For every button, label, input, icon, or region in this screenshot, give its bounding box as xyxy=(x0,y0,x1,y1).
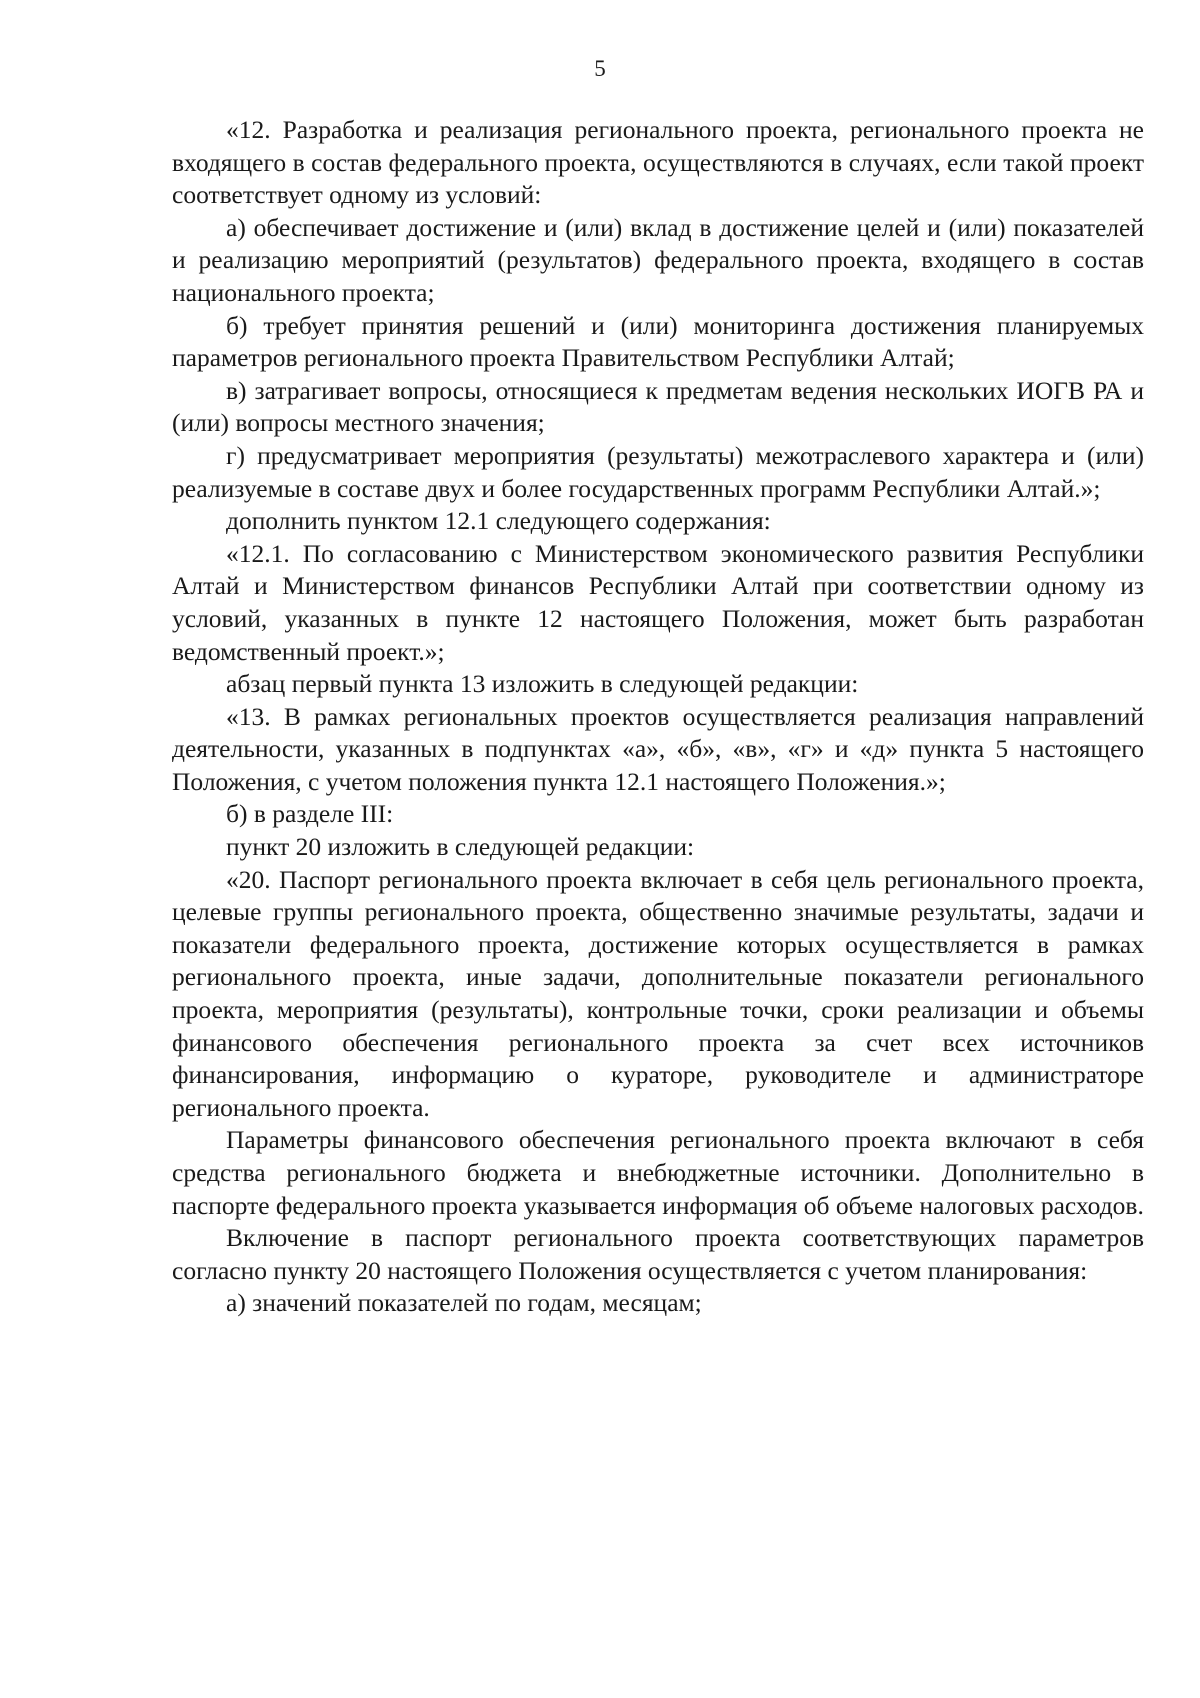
paragraph: в) затрагивает вопросы, относящиеся к предметам ведения нескольких ИОГВ РА и (или) вопросы местного значения; xyxy=(172,375,1144,438)
document-body xyxy=(172,114,1144,1320)
paragraph: пункт 20 изложить в следующей редакции: xyxy=(226,832,695,862)
paragraph: дополнить пунктом 12.1 следующего содержания: xyxy=(226,506,771,536)
paragraph: Параметры финансового обеспечения регионального проекта включают в себя средства регионального бюджета и внебюджетные источники. Дополнительно в паспорте федерального проекта указывается информация об объеме налоговых расходов. xyxy=(172,1125,1144,1220)
paragraph: б) в разделе III: xyxy=(226,799,394,829)
paragraph: Включение в паспорт регионального проекта соответствующих параметров согласно пункту 20 настоящего Положения осуществляется с учетом планирования: xyxy=(172,1223,1144,1285)
page-number: 5 xyxy=(594,56,606,81)
paragraph: «20. Паспорт регионального проекта включает в себя цель регионального проекта, целевые группы регионального проекта, общественно значимые результаты, задачи и показатели федерального проекта, достижение которых осуществляется в рамках регионального проекта, иные задачи, дополнительные показатели регионального проекта, мероприятия (результаты), контрольные точки, сроки реализации и объемы финансового обеспечения регионального проекта за счет всех источников финансирования, информацию о кураторе, руководителе и администраторе регионального проекта. xyxy=(172,864,1144,1122)
paragraph: а) значений показателей по годам, месяцам; xyxy=(226,1288,702,1318)
paragraph: «12.1. По согласованию с Министерством экономического развития Республики Алтай и Министерством финансов Республики Алтай при соответствии одному из условий, указанных в пункте 12 настоящего Положения, может быть разработан ведомственный проект.»; xyxy=(172,538,1144,666)
paragraph: б) требует принятия решений и (или) мониторинга достижения планируемых параметров регионального проекта Правительством Республики Алтай; xyxy=(172,310,1144,373)
paragraph: абзац первый пункта 13 изложить в следующей редакции: xyxy=(226,669,859,699)
paragraph: «13. В рамках региональных проектов осуществляется реализация направлений деятельности, указанных в подпунктах «а», «б», «в», «г» и «д» пункта 5 настоящего Положения, с учетом положения пункта 12.1 настоящего Положения.»; xyxy=(172,701,1144,796)
paragraph: «12. Разработка и реализация регионального проекта, регионального проекта не входящего в состав федерального проекта, осуществляются в случаях, если такой проект соответствует одному из условий: xyxy=(172,115,1144,210)
paragraph: а) обеспечивает достижение и (или) вклад в достижение целей и (или) показателей и реализацию мероприятий (результатов) федерального проекта, входящего в состав национального проекта; xyxy=(172,212,1144,307)
paragraph: г) предусматривает мероприятия (результаты) межотраслевого характера и (или) реализуемые в составе двух и более государственных программ Республики Алтай.»; xyxy=(172,440,1144,503)
